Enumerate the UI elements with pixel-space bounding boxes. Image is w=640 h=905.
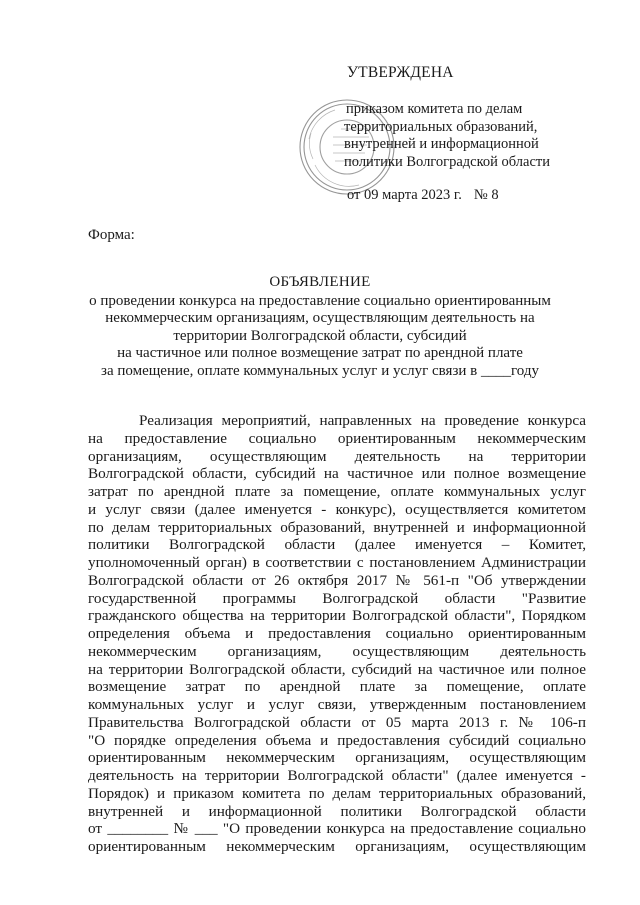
body-line: некоммерческим организациям, осуществляющим деятельность — [88, 642, 586, 660]
body-line: от ________ № ___ "О проведении конкурса на предоставление социально — [88, 820, 586, 838]
body-line: Волгоградской области, субсидий на частичное или полное возмещение — [88, 465, 586, 483]
title-line: о проведении конкурса на предоставление социально ориентированным — [89, 292, 551, 309]
title-line: на частичное или полное возмещение затрат по арендной плате — [117, 345, 523, 362]
form-label: Форма: — [88, 227, 135, 243]
announcement-heading: ОБЪЯВЛЕНИЕ — [269, 274, 371, 290]
title-line: за помещение, оплате коммунальных услуг и услуг связи в ____году — [101, 362, 539, 379]
order-reference — [344, 101, 584, 171]
title-line: территории Волгоградской области, субсидий — [173, 327, 467, 344]
body-line: затрат по арендной плате за помещение, оплате коммунальных услуг — [88, 483, 586, 500]
order-line: территориальных образований, — [344, 118, 538, 135]
approval-heading: УТВЕРЖДЕНА — [347, 64, 454, 81]
body-line: деятельность на территории Волгоградской области" (далее именуется - — [88, 767, 586, 784]
body-line: ориентированным некоммерческим организациям, осуществляющим — [88, 749, 586, 767]
order-number: № 8 — [473, 187, 499, 203]
body-line: ориентированным некоммерческим организациям, осуществляющим — [88, 838, 586, 855]
body-line: внутренней и информационной политики Волгоградской области — [88, 802, 586, 820]
body-line: определения объема и предоставления социально ориентированным — [88, 625, 586, 642]
body-line: уполномоченный орган) в соответствии с постановлением Администрации — [88, 554, 586, 571]
body-line: и услуг связи (далее именуется - конкурс), осуществляется комитетом — [88, 500, 586, 518]
body-line: Волгоградской области от 26 октября 2017 № 561-п "Об утверждении — [88, 571, 586, 589]
body-line: Порядок) и приказом комитета по делам территориальных образований, — [88, 784, 586, 802]
order-line: приказом комитета по делам — [346, 101, 523, 117]
order-date: от 09 марта 2023 г. — [347, 187, 462, 203]
order-line: политики Волгоградской области — [344, 153, 551, 170]
order-date-line — [347, 187, 499, 204]
body-line: на предоставление социально ориентированным некоммерческим — [88, 429, 586, 447]
body-line: "О порядке определения объема и предоставления субсидий социально — [88, 731, 586, 749]
body-line: на территории Волгоградской области, субсидий на частичное или полное — [88, 660, 586, 678]
announcement-title — [60, 274, 580, 381]
body-line: государственной программы Волгоградской области "Развитие — [88, 589, 586, 607]
body-line: возмещение затрат по арендной плате за помещение, оплате — [88, 678, 586, 696]
body-line: организациям, осуществляющим деятельность на территории — [88, 447, 586, 465]
title-line: некоммерческим организациям, осуществляющим деятельность на — [105, 310, 535, 327]
body-line: Правительства Волгоградской области от 05 марта 2013 г. № 106-п — [88, 713, 586, 731]
body-line: Реализация мероприятий, направленных на проведение конкурса — [139, 412, 586, 429]
order-line: внутренней и информационной — [344, 136, 539, 152]
body-line: по делам территориальных образований, внутренней и информационной — [88, 518, 586, 536]
body-line: гражданского общества на территории Волгоградской области", Порядком — [88, 607, 586, 625]
body-line: коммунальных услуг и услуг связи, утвержденным постановлением — [88, 696, 586, 713]
body-paragraph — [88, 412, 586, 856]
body-line: политики Волгоградской области (далее именуется – Комитет, — [88, 536, 586, 554]
